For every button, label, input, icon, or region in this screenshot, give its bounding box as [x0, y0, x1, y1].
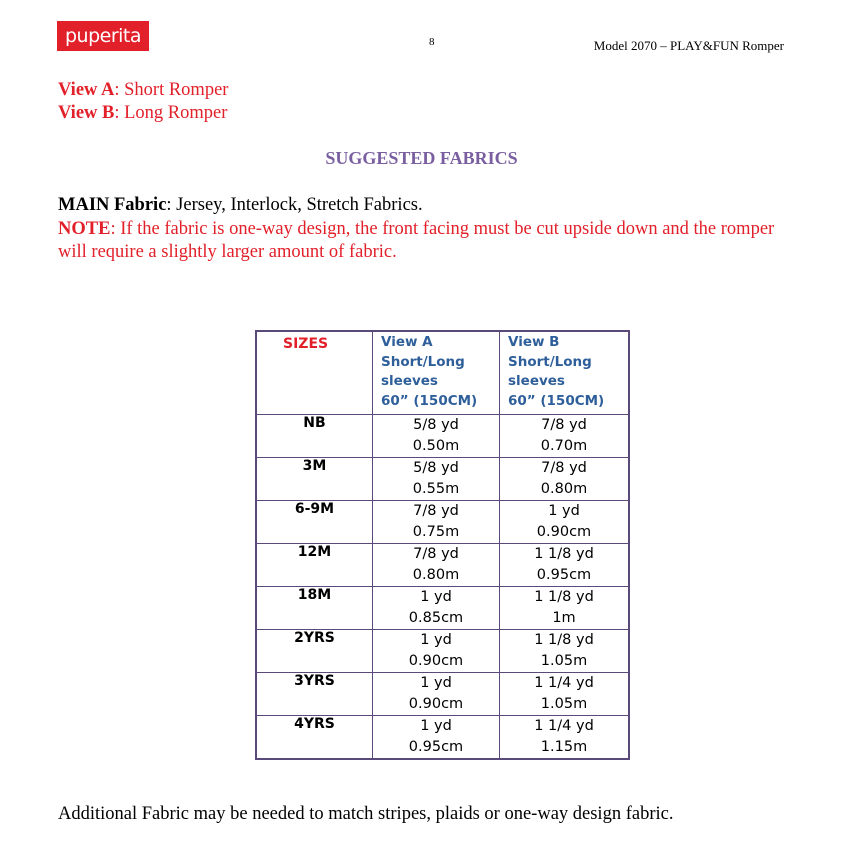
brand-logo: puperita — [57, 21, 149, 51]
yardage: 7/8 yd — [413, 503, 459, 519]
view-a-amount — [373, 587, 500, 630]
view-b-text: : Long Romper — [114, 103, 228, 123]
view-a-amount — [373, 501, 500, 544]
note-paragraph — [58, 218, 798, 264]
footer-note: Additional Fabric may be needed to match stripes, plaids or one-way design fabric. — [58, 804, 674, 824]
view-a-header-line: Short/Long — [381, 353, 465, 370]
view-a-amount — [373, 673, 500, 716]
view-b-amount — [500, 716, 630, 760]
size-cell: NB — [256, 415, 373, 458]
main-fabric-label: MAIN Fabric — [58, 195, 167, 215]
yardage: 1 1/8 yd — [534, 546, 594, 562]
size-cell: 12M — [256, 544, 373, 587]
yardage: 5/8 yd — [413, 417, 459, 433]
table-row — [256, 544, 629, 587]
view-b-header-line: 60” (150CM) — [508, 392, 605, 409]
yardage: 1 yd — [420, 718, 452, 734]
view-b-header — [500, 331, 630, 415]
meters: 0.95cm — [536, 567, 592, 583]
view-a-label: View A — [58, 80, 115, 100]
view-b-amount — [500, 587, 630, 630]
table-row — [256, 587, 629, 630]
meters: 1.15m — [540, 739, 588, 755]
table-row — [256, 458, 629, 501]
meters: 1.05m — [540, 696, 588, 712]
meters: 0.70m — [540, 438, 588, 454]
view-b-header-line: Short/Long — [508, 353, 592, 370]
view-a-amount — [373, 544, 500, 587]
view-b-line — [58, 103, 227, 124]
yardage: 7/8 yd — [541, 417, 587, 433]
view-b-amount — [500, 544, 630, 587]
view-a-header-line: 60” (150CM) — [381, 392, 478, 409]
sizes-header: SIZES — [256, 331, 373, 415]
yardage: 7/8 yd — [413, 546, 459, 562]
view-a-amount — [373, 716, 500, 760]
table-row — [256, 673, 629, 716]
view-a-amount — [373, 630, 500, 673]
meters: 1.05m — [540, 653, 588, 669]
table-row — [256, 630, 629, 673]
view-b-amount — [500, 415, 630, 458]
main-fabric-text: : Jersey, Interlock, Stretch Fabrics. — [166, 195, 423, 215]
main-fabric-line — [58, 195, 423, 216]
meters: 0.50m — [412, 438, 460, 454]
table-row — [256, 716, 629, 760]
note-label: NOTE — [58, 219, 111, 239]
yardage: 1 1/8 yd — [534, 589, 594, 605]
yardage: 1 yd — [420, 589, 452, 605]
size-cell: 6-9M — [256, 501, 373, 544]
table-row — [256, 415, 629, 458]
yardage: 1 yd — [420, 675, 452, 691]
size-cell: 18M — [256, 587, 373, 630]
view-b-amount — [500, 673, 630, 716]
model-title: Model 2070 – PLAY&FUN Romper — [593, 38, 784, 53]
table-header-row — [256, 331, 629, 415]
yardage: 1 1/8 yd — [534, 632, 594, 648]
meters: 0.55m — [412, 481, 460, 497]
meters: 1m — [552, 610, 576, 626]
meters: 0.75m — [412, 524, 460, 540]
view-b-amount — [500, 630, 630, 673]
view-b-header-line: View B — [508, 334, 560, 350]
yardage: 1 yd — [420, 632, 452, 648]
meters: 0.90cm — [408, 696, 464, 712]
size-cell: 3M — [256, 458, 373, 501]
meters: 0.85cm — [408, 610, 464, 626]
table-row — [256, 501, 629, 544]
view-b-header-line: sleeves — [508, 373, 565, 389]
view-a-amount — [373, 415, 500, 458]
meters: 0.90cm — [536, 524, 592, 540]
view-a-header-line: sleeves — [381, 373, 438, 389]
view-a-header-line: View A — [381, 334, 433, 350]
size-cell: 2YRS — [256, 630, 373, 673]
page-number: 8 — [429, 36, 435, 48]
meters: 0.90cm — [408, 653, 464, 669]
yardage: 1 1/4 yd — [534, 718, 594, 734]
view-a-header — [373, 331, 500, 415]
meters: 0.80m — [540, 481, 588, 497]
fabric-requirements-table — [255, 330, 630, 760]
view-b-amount — [500, 458, 630, 501]
section-title: SUGGESTED FABRICS — [325, 148, 518, 168]
size-cell: 3YRS — [256, 673, 373, 716]
note-text: : If the fabric is one-way design, the front facing must be cut upside down and the romper will require a slightly larger amount of fabric. — [58, 219, 775, 262]
meters: 0.80m — [412, 567, 460, 583]
yardage: 7/8 yd — [541, 460, 587, 476]
view-a-line — [58, 80, 228, 101]
meters: 0.95cm — [408, 739, 464, 755]
view-a-text: : Short Romper — [114, 80, 229, 100]
yardage: 1 yd — [548, 503, 580, 519]
view-b-amount — [500, 501, 630, 544]
view-a-amount — [373, 458, 500, 501]
yardage: 5/8 yd — [413, 460, 459, 476]
size-cell: 4YRS — [256, 716, 373, 760]
yardage: 1 1/4 yd — [534, 675, 594, 691]
view-b-label: View B — [58, 103, 115, 123]
